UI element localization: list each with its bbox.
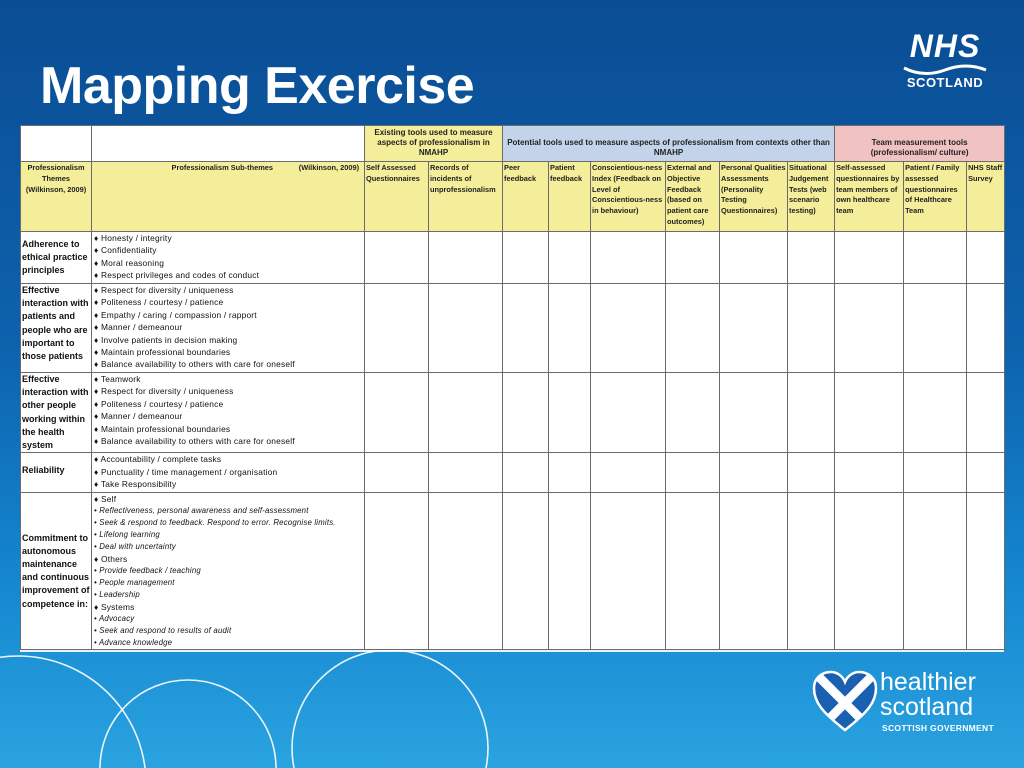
subtheme-item: ♦ Moral reasoning (94, 257, 165, 268)
table-row (21, 232, 1005, 284)
table-row (21, 284, 1005, 373)
subtheme-item: • Advocacy (94, 614, 135, 624)
col-self-team: Self-assessed questionnaires by team members of own healthcare team (835, 162, 904, 232)
subthemes-cell (92, 232, 365, 284)
subtheme-item: • Provide feedback / teaching (94, 566, 201, 576)
subtheme-item: ♦ Politeness / courtesy / patience (94, 398, 224, 409)
subtheme-item: • Leadership (94, 590, 140, 600)
col-self-assessed: Self Assessed Questionnaires (365, 162, 429, 232)
col-personal: Personal Qualities Assessments (Personality Testing Questionnaires) (720, 162, 788, 232)
subtheme-item: ♦ Manner / demeanour (94, 411, 183, 422)
col-conscientiousness: Conscientious-ness Index (Feedback on Level of Conscientious-ness in behaviour) (591, 162, 666, 232)
mapping-table (20, 125, 1005, 650)
existing-tools-header: Existing tools used to measure aspects of professionalism in NMAHP (365, 126, 503, 162)
scotland-logo-text: SCOTLAND (906, 75, 984, 90)
col-staff-survey: NHS Staff Survey (967, 162, 1005, 232)
subtheme-item: • Advance knowledge (94, 638, 173, 648)
subtheme-item: ♦ Respect privileges and codes of conduct (94, 270, 260, 281)
subtheme-item: ♦ Self (94, 494, 117, 505)
subthemes-cell (92, 493, 365, 650)
theme-cell: Adherence to ethical practice principles (21, 232, 92, 284)
subtheme-item: ♦ Systems (94, 602, 135, 613)
subtheme-item: ♦ Politeness / courtesy / patience (94, 297, 224, 308)
subtheme-item: ♦ Respect for diversity / uniqueness (94, 285, 234, 295)
subtheme-item: ♦ Honesty / integrity (94, 233, 172, 243)
col-patient: Patient feedback (549, 162, 591, 232)
col-external: External and Objective Feedback (based on patient care outcomes) (666, 162, 720, 232)
subtheme-item: • Seek and respond to results of audit (94, 626, 232, 636)
subtheme-item: • Lifelong learning (94, 530, 160, 540)
col-themes: Professionalism Themes (Wilkinson, 2009) (21, 162, 92, 232)
healthier-text: healthier (880, 668, 976, 696)
subthemes-cell (92, 453, 365, 493)
subtheme-item: ♦ Accountability / complete tasks (94, 454, 222, 465)
subtheme-item: • Deal with uncertainty (94, 542, 176, 552)
subtheme-item: ♦ Respect for diversity / uniqueness (94, 386, 234, 397)
nhs-scotland-logo (898, 28, 992, 94)
subtheme-item: ♦ Others (94, 554, 128, 565)
subtheme-item: ♦ Punctuality / time management / organisation (94, 466, 278, 477)
group-header-row (21, 126, 1005, 162)
empty-cell (21, 126, 92, 162)
subtheme-item: ♦ Empathy / caring / compassion / rapport (94, 309, 257, 320)
healthier-scotland-logo (808, 668, 1008, 738)
col-subthemes-label: Professionalism Sub-themes (171, 163, 273, 172)
col-records: Records of incidents of unprofessionalism (429, 162, 503, 232)
subtheme-item: ♦ Confidentiality (94, 245, 157, 256)
nhs-logo-text: NHS (909, 28, 981, 64)
subtheme-item: ♦ Balance availability to others with care for oneself (94, 436, 295, 447)
theme-cell: Effective interaction with other people working within the health system (21, 373, 92, 453)
col-subthemes (92, 162, 365, 232)
subtheme-item: • People management (94, 578, 175, 588)
saltire-heart-icon (812, 670, 878, 736)
theme-cell: Reliability (21, 453, 92, 493)
col-peer: Peer feedback (503, 162, 549, 232)
subtheme-item: • Reflectiveness, personal awareness and self-assessment (94, 506, 309, 516)
subtheme-item: ♦ Take Responsibility (94, 479, 177, 490)
subthemes-cell (92, 373, 365, 453)
empty-cell (92, 126, 365, 162)
col-situational: Situational Judgement Tests (web scenario testing) (788, 162, 835, 232)
theme-cell: Effective interaction with patients and people who are important to those patients (21, 284, 92, 373)
scottish-government-text: SCOTTISH GOVERNMENT (882, 723, 994, 733)
subtheme-item: ♦ Manner / demeanour (94, 322, 183, 333)
team-tools-header: Team measurement tools (professionalism/ culture) (835, 126, 1005, 162)
subtheme-item: ♦ Maintain professional boundaries (94, 423, 231, 434)
divider-line (20, 650, 1004, 652)
mapping-table-container (20, 125, 1004, 649)
subtheme-item: ♦ Maintain professional boundaries (94, 347, 231, 358)
subthemes-cell (92, 284, 365, 373)
table-row (21, 373, 1005, 453)
table-row (21, 453, 1005, 493)
col-subthemes-ref: (Wilkinson, 2009) (298, 163, 360, 172)
col-family: Patient / Family assessed questionnaires of Healthcare Team (904, 162, 967, 232)
potential-tools-header: Potential tools used to measure aspects of professionalism from contexts other than NMAHP (503, 126, 835, 162)
subtheme-item: ♦ Teamwork (94, 374, 141, 384)
slide-title: Mapping Exercise (40, 57, 475, 115)
subtheme-item: ♦ Balance availability to others with care for oneself (94, 359, 295, 370)
scotland-text: scotland (880, 693, 974, 721)
subtheme-item: ♦ Involve patients in decision making (94, 334, 238, 345)
column-header-row (21, 162, 1005, 232)
theme-cell: Commitment to autonomous maintenance and continuous improvement of competence in: (21, 493, 92, 650)
table-row (21, 493, 1005, 650)
subtheme-item: • Seek & respond to feedback. Respond to error. Recognise limits. (94, 518, 336, 528)
